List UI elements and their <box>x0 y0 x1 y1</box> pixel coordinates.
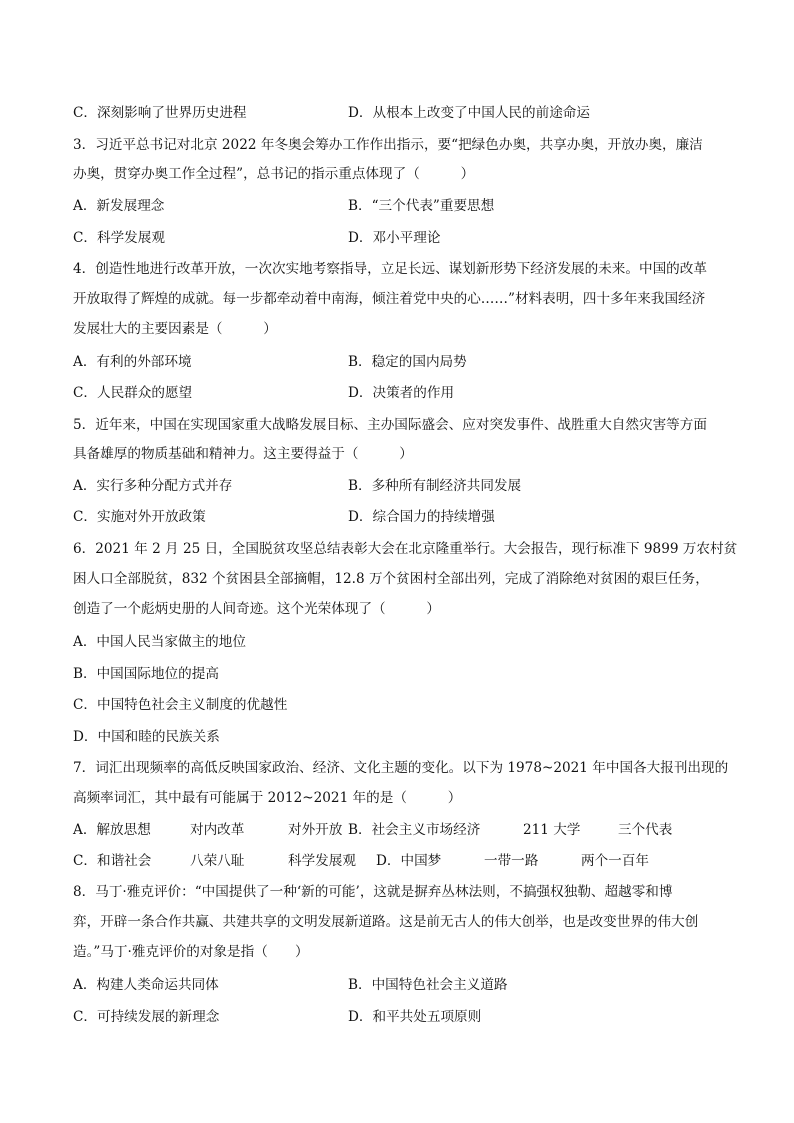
question-5-option-b: B．多种所有制经济共同发展 <box>348 478 522 494</box>
question-3-option-row-1 <box>73 196 723 216</box>
question-7-option-c-word-2: 八荣八耻 <box>190 853 245 869</box>
question-7-option-d-word-2: 一带一路 <box>484 853 539 869</box>
question-4-option-row-2 <box>73 383 723 403</box>
question-3-option-row-2 <box>73 228 723 248</box>
question-8-option-row-1 <box>73 975 723 995</box>
question-5-text-line-1: 5．近年来，中国在实现国家重大战略发展目标、主办国际盛会、应对突发事件、战胜重大自然灾害等方面 <box>73 417 707 433</box>
question-8-text-line-1: 8．马丁·雅克评价：“中国提供了一种‘新的可能’，这就是摒弃丛林法则，不搞强权独勒、超越零和博 <box>73 884 673 900</box>
question-3-option-c: C．科学发展观 <box>73 230 165 246</box>
question-7-option-b-word-3: 三个代表 <box>618 822 673 838</box>
question-6-text-line-2: 困人口全部脱贫，832 个贫困县全部摘帽，12.8 万个贫困村全部出列，完成了消除绝对贫困的艰巨任务， <box>73 571 709 587</box>
question-7-option-a-word-3: 对外开放 <box>288 822 343 838</box>
question-3-option-b: B．“三个代表”重要思想 <box>348 198 495 214</box>
option-c: C．深刻影响了世界历史进程 <box>73 105 247 121</box>
question-7-option-a-word-2: 对内改革 <box>190 822 245 838</box>
question-4-text-line-2: 开放取得了辉煌的成就。每一步都牵动着中南海，倾注着党中央的心……”材料表明，四十多年来我国经济 <box>73 291 706 307</box>
question-7-option-d-word-1: D．中国梦 <box>376 853 442 869</box>
question-7-option-c-word-1: C．和谐社会 <box>73 853 152 869</box>
question-5-option-d: D．综合国力的持续增强 <box>348 509 495 525</box>
question-4-option-d: D．决策者的作用 <box>348 385 455 401</box>
question-4-text-line-3: 发展壮大的主要因素是（ ） <box>73 321 277 337</box>
question-6-option-b: B．中国国际地位的提高 <box>73 666 219 682</box>
question-7-text-line-2: 高频率词汇，其中最有可能属于 2012~2021 年的是（ ） <box>73 790 462 806</box>
question-3-option-a: A．新发展理念 <box>73 198 165 214</box>
question-8-option-row-2 <box>73 1007 723 1027</box>
question-4-option-row-1 <box>73 352 723 372</box>
question-6-option-c: C．中国特色社会主义制度的优越性 <box>73 697 288 713</box>
question-7-option-a-word-1: A．解放思想 <box>73 822 151 838</box>
question-5-option-row-2 <box>73 507 723 527</box>
question-7-text-line-1: 7．词汇出现频率的高低反映国家政治、经济、文化主题的变化。以下为 1978~2021 年中国各大报刊出现的 <box>73 760 729 776</box>
question-7-option-b-word-1: B．社会主义市场经济 <box>348 822 481 838</box>
question-3-text-line-2: 办奥，贯穿办奥工作全过程”，总书记的指示重点体现了（ ） <box>73 166 475 182</box>
question-6-text-line-3: 创造了一个彪炳史册的人间奇迹。这个光荣体现了（ ） <box>73 601 441 617</box>
question-5-option-row-1 <box>73 476 723 496</box>
question-8-option-b: B．中国特色社会主义道路 <box>348 977 508 993</box>
question-7-option-b-word-2: 211 大学 <box>523 822 581 838</box>
question-5-option-a: A．实行多种分配方式并存 <box>73 478 233 494</box>
question-6-text-line-1: 6．2021 年 2 月 25 日，全国脱贫攻坚总结表彰大会在北京隆重举行。大会报告，现行标准下 9899 万农村贫 <box>73 541 738 557</box>
question-7-option-d-word-3: 两个一百年 <box>581 853 649 869</box>
question-4-text-line-1: 4．创造性地进行改革开放，一次次实地考察指导，立足长远、谋划新形势下经济发展的未来。中国的改革 <box>73 261 707 277</box>
question-5-text-line-2: 具备雄厚的物质基础和精神力。这主要得益于（ ） <box>73 446 413 462</box>
question-8-text-line-3: 造。”马丁·雅克评价的对象是指（ ） <box>73 944 309 960</box>
question-3-text-line-1: 3．习近平总书记对北京 2022 年冬奥会筹办工作作出指示，要“把绿色办奥，共享办奥，开放办奥，廉洁 <box>73 137 703 153</box>
question-4-option-c: C．人民群众的愿望 <box>73 385 193 401</box>
question-8-option-c: C．可持续发展的新理念 <box>73 1009 220 1025</box>
option-d: D．从根本上改变了中国人民的前途命运 <box>348 105 590 121</box>
question-6-option-d: D．中国和睦的民族关系 <box>73 729 220 745</box>
question-5-option-c: C．实施对外开放政策 <box>73 509 206 525</box>
question-7-option-c-word-3: 科学发展观 <box>288 853 356 869</box>
question-6-option-a: A．中国人民当家做主的地位 <box>73 634 246 650</box>
question-8-text-line-2: 弈，开辟一条合作共赢、共建共享的文明发展新道路。这是前无古人的伟大创举，也是改变世界的伟大创 <box>73 914 699 930</box>
question-8-option-d: D．和平共处五项原则 <box>348 1009 482 1025</box>
question-3-option-d: D．邓小平理论 <box>348 230 441 246</box>
question-8-option-a: A．构建人类命运共同体 <box>73 977 219 993</box>
question-4-option-b: B．稳定的国内局势 <box>348 354 467 370</box>
option-row <box>73 103 723 123</box>
question-4-option-a: A．有利的外部环境 <box>73 354 192 370</box>
